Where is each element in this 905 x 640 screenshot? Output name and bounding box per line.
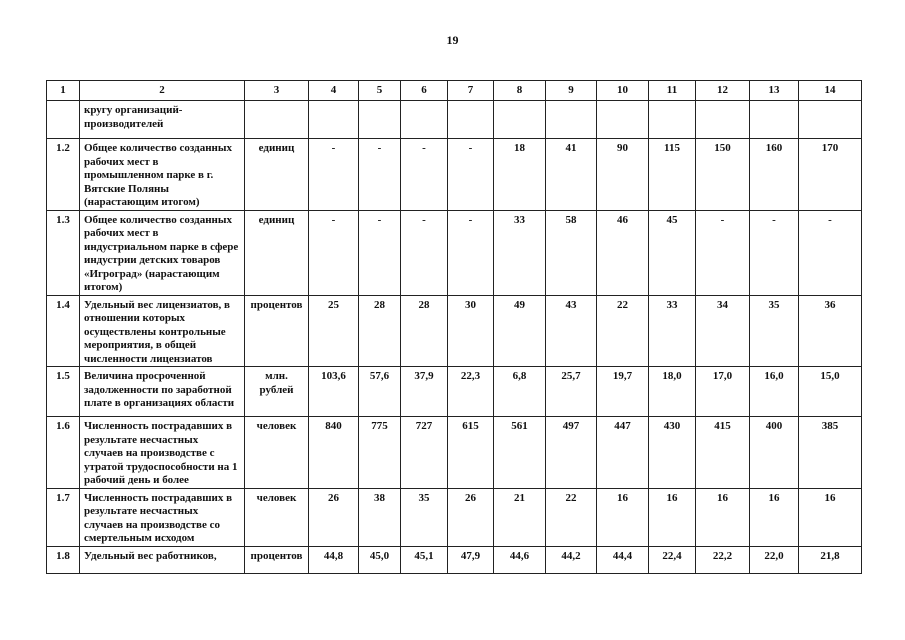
value-cell: 22,2 bbox=[696, 546, 750, 573]
indicator-name-cell: Удельный вес лицензиатов, в отношении которых осуществлены контрольные мероприятия, в общей численности лицензиатов bbox=[80, 295, 245, 367]
value-cell: 16 bbox=[799, 488, 862, 546]
value-cell: 16 bbox=[649, 488, 696, 546]
indicator-name-cell: кругу организаций-производителей bbox=[80, 101, 245, 139]
column-number-cell: 5 bbox=[359, 81, 401, 101]
row-index-cell: 1.8 bbox=[47, 546, 80, 573]
value-cell: 103,6 bbox=[309, 367, 359, 417]
value-cell: 22 bbox=[597, 295, 649, 367]
value-cell: - bbox=[359, 139, 401, 211]
value-cell: 49 bbox=[494, 295, 546, 367]
value-cell: 41 bbox=[546, 139, 597, 211]
value-cell: 6,8 bbox=[494, 367, 546, 417]
value-cell: 447 bbox=[597, 417, 649, 489]
indicator-name-cell: Удельный вес работников, bbox=[80, 546, 245, 573]
value-cell: - bbox=[309, 139, 359, 211]
column-number-cell: 9 bbox=[546, 81, 597, 101]
unit-cell: млн. рублей bbox=[245, 367, 309, 417]
value-cell bbox=[401, 101, 448, 139]
indicator-name-cell: Общее количество созданных рабочих мест в индустриальном парке в сфере индустрии детских товаров «Игроград» (нарастающим итогом) bbox=[80, 210, 245, 295]
column-number-cell: 14 bbox=[799, 81, 862, 101]
value-cell: 43 bbox=[546, 295, 597, 367]
table-row bbox=[47, 210, 862, 295]
column-number-cell: 4 bbox=[309, 81, 359, 101]
value-cell: 58 bbox=[546, 210, 597, 295]
value-cell: 30 bbox=[448, 295, 494, 367]
value-cell: 385 bbox=[799, 417, 862, 489]
column-number-cell: 7 bbox=[448, 81, 494, 101]
value-cell bbox=[799, 101, 862, 139]
value-cell: 775 bbox=[359, 417, 401, 489]
value-cell: 28 bbox=[359, 295, 401, 367]
column-number-cell: 8 bbox=[494, 81, 546, 101]
unit-cell: единиц bbox=[245, 139, 309, 211]
value-cell: 38 bbox=[359, 488, 401, 546]
table-row bbox=[47, 101, 862, 139]
value-cell: - bbox=[448, 210, 494, 295]
value-cell: 35 bbox=[401, 488, 448, 546]
value-cell: 415 bbox=[696, 417, 750, 489]
value-cell: 45,0 bbox=[359, 546, 401, 573]
row-index-cell: 1.6 bbox=[47, 417, 80, 489]
value-cell bbox=[649, 101, 696, 139]
value-cell: 615 bbox=[448, 417, 494, 489]
value-cell bbox=[546, 101, 597, 139]
value-cell: 26 bbox=[448, 488, 494, 546]
value-cell: - bbox=[696, 210, 750, 295]
value-cell: 25 bbox=[309, 295, 359, 367]
table-row bbox=[47, 417, 862, 489]
value-cell: 16 bbox=[750, 488, 799, 546]
value-cell: 19,7 bbox=[597, 367, 649, 417]
value-cell bbox=[597, 101, 649, 139]
value-cell: 35 bbox=[750, 295, 799, 367]
value-cell: 16 bbox=[696, 488, 750, 546]
value-cell: 44,8 bbox=[309, 546, 359, 573]
column-number-cell: 3 bbox=[245, 81, 309, 101]
value-cell: 22,0 bbox=[750, 546, 799, 573]
unit-cell: процентов bbox=[245, 295, 309, 367]
value-cell: - bbox=[799, 210, 862, 295]
value-cell: 16 bbox=[597, 488, 649, 546]
row-index-cell: 1.5 bbox=[47, 367, 80, 417]
value-cell: 497 bbox=[546, 417, 597, 489]
value-cell: 21,8 bbox=[799, 546, 862, 573]
value-cell: 21 bbox=[494, 488, 546, 546]
column-number-row bbox=[47, 81, 862, 101]
indicators-table bbox=[46, 80, 862, 574]
value-cell: 840 bbox=[309, 417, 359, 489]
page-number: 19 bbox=[446, 33, 459, 47]
value-cell: - bbox=[750, 210, 799, 295]
value-cell bbox=[696, 101, 750, 139]
value-cell bbox=[359, 101, 401, 139]
value-cell: - bbox=[401, 210, 448, 295]
row-index-cell: 1.3 bbox=[47, 210, 80, 295]
value-cell: 170 bbox=[799, 139, 862, 211]
column-number-cell: 10 bbox=[597, 81, 649, 101]
table-row bbox=[47, 546, 862, 573]
value-cell: 45,1 bbox=[401, 546, 448, 573]
value-cell: 160 bbox=[750, 139, 799, 211]
value-cell: 33 bbox=[649, 295, 696, 367]
value-cell: 28 bbox=[401, 295, 448, 367]
value-cell: 430 bbox=[649, 417, 696, 489]
column-number-cell: 2 bbox=[80, 81, 245, 101]
indicator-name-cell: Величина просроченной задолженности по заработной плате в организациях области bbox=[80, 367, 245, 417]
value-cell: 44,4 bbox=[597, 546, 649, 573]
value-cell: 47,9 bbox=[448, 546, 494, 573]
value-cell: 22,4 bbox=[649, 546, 696, 573]
value-cell bbox=[494, 101, 546, 139]
column-number-cell: 1 bbox=[47, 81, 80, 101]
value-cell: - bbox=[359, 210, 401, 295]
column-number-cell: 12 bbox=[696, 81, 750, 101]
row-index-cell: 1.7 bbox=[47, 488, 80, 546]
value-cell: - bbox=[448, 139, 494, 211]
unit-cell bbox=[245, 101, 309, 139]
value-cell: 46 bbox=[597, 210, 649, 295]
value-cell: 18,0 bbox=[649, 367, 696, 417]
value-cell: - bbox=[401, 139, 448, 211]
value-cell: 44,2 bbox=[546, 546, 597, 573]
value-cell: 44,6 bbox=[494, 546, 546, 573]
value-cell: 34 bbox=[696, 295, 750, 367]
value-cell: 17,0 bbox=[696, 367, 750, 417]
column-number-cell: 6 bbox=[401, 81, 448, 101]
value-cell: 561 bbox=[494, 417, 546, 489]
unit-cell: единиц bbox=[245, 210, 309, 295]
column-number-cell: 11 bbox=[649, 81, 696, 101]
unit-cell: человек bbox=[245, 488, 309, 546]
value-cell: 115 bbox=[649, 139, 696, 211]
table-row bbox=[47, 488, 862, 546]
value-cell: 37,9 bbox=[401, 367, 448, 417]
unit-cell: человек bbox=[245, 417, 309, 489]
value-cell: 25,7 bbox=[546, 367, 597, 417]
table-row bbox=[47, 139, 862, 211]
column-number-cell: 13 bbox=[750, 81, 799, 101]
value-cell bbox=[750, 101, 799, 139]
value-cell: 727 bbox=[401, 417, 448, 489]
indicator-name-cell: Общее количество созданных рабочих мест в промышленном парке в г. Вятские Поляны (нарастающим итогом) bbox=[80, 139, 245, 211]
value-cell bbox=[448, 101, 494, 139]
value-cell: 22,3 bbox=[448, 367, 494, 417]
indicator-name-cell: Численность пострадавших в результате несчастных случаев на производстве со смертельным исходом bbox=[80, 488, 245, 546]
table-row bbox=[47, 367, 862, 417]
value-cell: 22 bbox=[546, 488, 597, 546]
value-cell: - bbox=[309, 210, 359, 295]
value-cell: 45 bbox=[649, 210, 696, 295]
value-cell: 57,6 bbox=[359, 367, 401, 417]
value-cell: 16,0 bbox=[750, 367, 799, 417]
value-cell: 33 bbox=[494, 210, 546, 295]
table-row bbox=[47, 295, 862, 367]
value-cell: 18 bbox=[494, 139, 546, 211]
value-cell bbox=[309, 101, 359, 139]
value-cell: 90 bbox=[597, 139, 649, 211]
value-cell: 36 bbox=[799, 295, 862, 367]
row-index-cell bbox=[47, 101, 80, 139]
indicator-name-cell: Численность пострадавших в результате несчастных случаев на производстве с утратой трудоспособности на 1 рабочий день и более bbox=[80, 417, 245, 489]
row-index-cell: 1.2 bbox=[47, 139, 80, 211]
value-cell: 400 bbox=[750, 417, 799, 489]
row-index-cell: 1.4 bbox=[47, 295, 80, 367]
unit-cell: процентов bbox=[245, 546, 309, 573]
value-cell: 150 bbox=[696, 139, 750, 211]
value-cell: 26 bbox=[309, 488, 359, 546]
value-cell: 15,0 bbox=[799, 367, 862, 417]
